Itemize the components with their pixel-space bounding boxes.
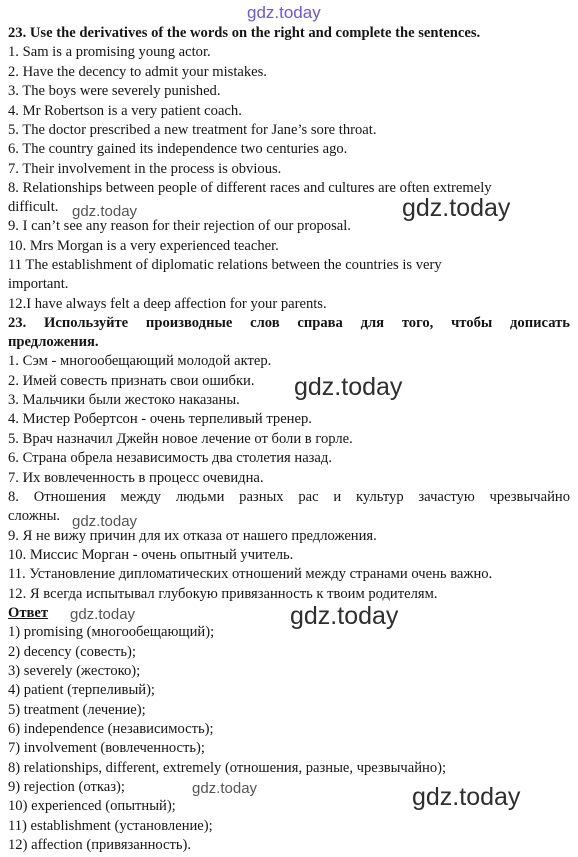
russian-sentence: 10. Миссис Морган - очень опытный учитель.: [8, 547, 294, 563]
answer-item: 7) involvement (вовлеченность);: [8, 740, 205, 756]
answer-item: 3) severely (жестоко);: [8, 663, 141, 679]
english-sentence: 1. Sam is a promising young actor.: [8, 44, 211, 60]
english-sentence: 7. Their involvement in the process is obvious.: [8, 161, 282, 177]
english-sentence: 12.I have always felt a deep affection for your parents.: [8, 296, 327, 312]
russian-sentence: сложны.: [8, 508, 61, 524]
watermark: gdz.today: [70, 606, 136, 623]
russian-sentence: 6. Страна обрела независимость два столетия назад.: [8, 450, 332, 466]
english-sentence: 11 The establishment of diplomatic relations between the countries is very: [8, 257, 442, 273]
watermark-top: gdz.today: [247, 3, 321, 22]
russian-sentence: 1. Сэм - многообещающий молодой актер.: [8, 353, 272, 369]
english-sentence: 6. The country gained its independence two centuries ago.: [8, 141, 348, 157]
english-sentence: 10. Mrs Morgan is a very experienced teacher.: [8, 238, 279, 254]
russian-sentence: 7. Их вовлеченность в процесс очевидна.: [8, 470, 264, 486]
russian-heading-cont: предложения.: [8, 334, 99, 350]
english-sentence: 9. I can’t see any reason for their rejection of our proposal.: [8, 218, 351, 234]
watermark: gdz.today: [412, 783, 521, 811]
answer-item: 12) affection (привязанность).: [8, 837, 192, 853]
russian-sentence: 4. Мистер Робертсон - очень терпеливый тренер.: [8, 411, 312, 427]
english-sentence: 8. Relationships between people of different races and cultures are often extremely: [8, 180, 492, 196]
english-sentence: 3. The boys were severely punished.: [8, 83, 221, 99]
english-sentence: 4. Mr Robertson is a very patient coach.: [8, 103, 242, 119]
english-sentence: 2. Have the decency to admit your mistakes.: [8, 64, 267, 80]
watermark: gdz.today: [402, 194, 511, 222]
watermark: gdz.today: [72, 203, 138, 220]
english-sentence: important.: [8, 276, 69, 292]
russian-sentence: 12. Я всегда испытывал глубокую привязанность к твоим родителям.: [8, 586, 438, 602]
russian-sentence: 11. Установление дипломатических отношений между странами очень важно.: [8, 566, 493, 582]
english-sentence: difficult.: [8, 199, 59, 215]
answer-item: 10) experienced (опытный);: [8, 798, 176, 814]
answer-item: 5) treatment (лечение);: [8, 702, 146, 718]
answer-item: 2) decency (совесть);: [8, 644, 136, 660]
russian-sentence: 9. Я не вижу причин для их отказа от нашего предложения.: [8, 528, 377, 544]
watermark: gdz.today: [294, 373, 403, 401]
russian-sentence: 5. Врач назначил Джейн новое лечение от боли в горле.: [8, 431, 353, 447]
russian-sentence: 2. Имей совесть признать свои ошибки.: [8, 373, 255, 389]
answer-heading: Ответ: [8, 605, 49, 621]
answer-item: 6) independence (независимость);: [8, 721, 214, 737]
russian-heading: 23. Используйте производные слов справа для того, чтобы дописать: [8, 315, 570, 331]
answer-item: 9) rejection (отказ);: [8, 779, 125, 795]
watermark: gdz.today: [72, 513, 138, 530]
english-heading: 23. Use the derivatives of the words on the right and complete the sentences.: [8, 25, 481, 41]
watermark: gdz.today: [290, 602, 399, 630]
answer-item: 4) patient (терпеливый);: [8, 682, 155, 698]
russian-sentence: 8. Отношения между людьми разных рас и культур зачастую чрезвычайно: [8, 489, 570, 505]
answer-item: 8) relationships, different, extremely (отношения, разные, чрезвычайно);: [8, 760, 447, 776]
russian-sentence: 3. Мальчики были жестоко наказаны.: [8, 392, 240, 408]
answer-item: 11) establishment (установление);: [8, 818, 213, 834]
answer-item: 1) promising (многообещающий);: [8, 624, 215, 640]
english-sentence: 5. The doctor prescribed a new treatment for Jane’s sore throat.: [8, 122, 377, 138]
watermark: gdz.today: [192, 780, 258, 797]
